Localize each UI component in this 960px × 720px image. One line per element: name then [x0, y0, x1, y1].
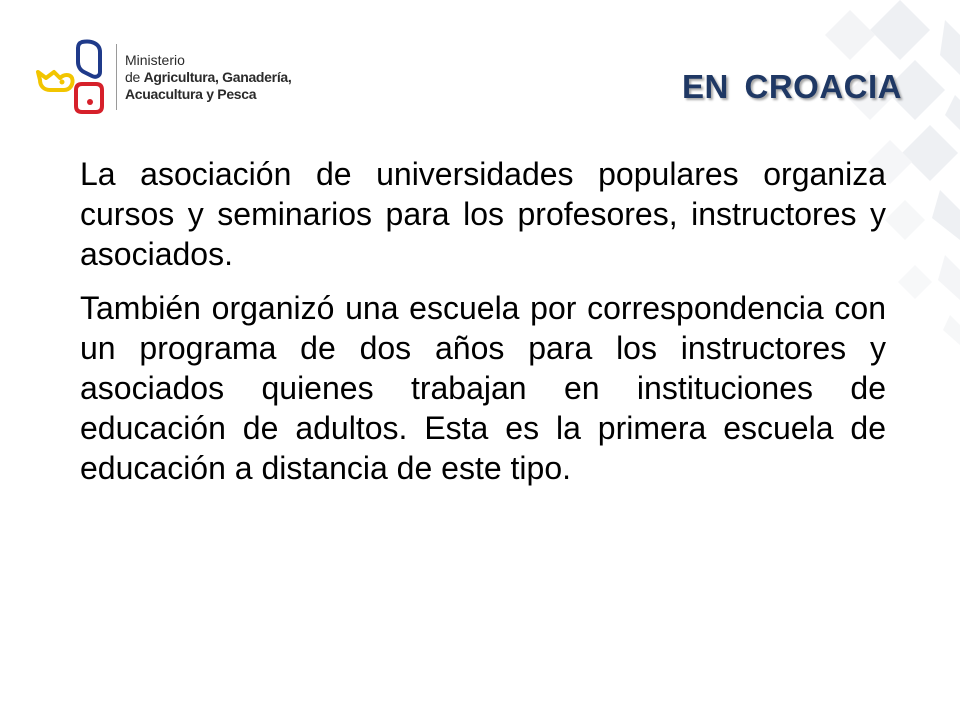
- paragraph-1: La asociación de universidades populares organiza cursos y seminarios para los profesores, instructores y asociados.: [80, 156, 886, 272]
- paragraph-2: También organizó una escuela por correspondencia con un programa de dos años para los instructores y asociados quienes trabajan en instituciones de educación de adultos. Esta es la primera escuela de educación a distancia de este tipo.: [80, 290, 886, 486]
- slide-title: EN CROACIA: [681, 68, 902, 105]
- logo-line-prefix: de: [125, 69, 144, 85]
- slide-body: [80, 154, 886, 502]
- logo-divider: [116, 44, 117, 110]
- ministry-emblem-icon: [34, 38, 112, 118]
- logo-line-strong: Agricultura, Ganadería,: [143, 69, 292, 85]
- logo-line-agricultura: [125, 69, 291, 86]
- logo-text: [125, 52, 291, 103]
- ministry-logo: [34, 38, 324, 118]
- logo-line-ministerio: Ministerio: [125, 52, 185, 68]
- logo-line-acuacultura: Acuacultura y Pesca: [125, 86, 257, 102]
